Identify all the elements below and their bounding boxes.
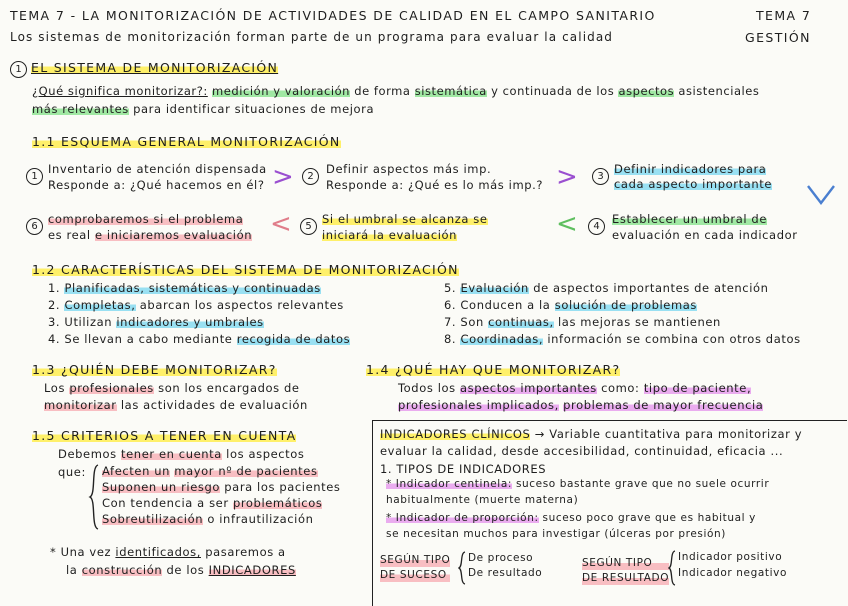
definition-line-1 [32,84,759,98]
section-1-3-heading [32,362,277,377]
highlight: Afecten un [102,464,171,478]
text: Variable cuantitativa para monitorizar y [549,427,803,441]
chevron-right-icon: > [556,162,578,192]
group-label: DE RESULTADO [582,572,670,584]
highlight: Suponen un riesgo [102,480,220,494]
que-label: que: [58,465,86,479]
text: Todos los [398,381,456,395]
section-1-title: EL SISTEMA DE MONITORIZACIÓN [31,60,279,75]
step-text: Establecer un umbral de [612,212,767,226]
highlight: problemáticos [232,496,323,510]
text: de los [166,563,205,577]
highlight: Planificadas, sistemáticas y continuadas [64,281,321,295]
highlight: continuas, [488,315,554,329]
text: * Una vez [50,545,112,559]
criterion-1 [102,464,318,478]
definition-line-2 [32,102,374,116]
feature-5 [444,281,769,295]
feature-7 [444,315,721,329]
text: las mejoras se mantienen [558,315,721,329]
text: asistenciales [678,84,760,98]
text: Los [44,381,66,395]
text: son los encargados de [158,381,300,395]
text: para los pacientes [224,480,341,494]
option: De resultado [468,567,543,579]
step-text: cada aspecto importante [614,177,772,191]
text: 8. [444,332,457,346]
text: 5. [444,281,457,295]
highlight: indicadores y umbrales [116,315,264,329]
subject-tag: GESTIÓN [745,30,811,45]
text: 6. Conducen a la [444,298,551,312]
highlight: tener en cuenta [121,447,222,461]
text: 7. Son [444,315,484,329]
group-label: SEGÚN TIPO [582,556,669,571]
highlight: profesionales [69,381,154,395]
brace-icon [458,551,466,585]
text: las actividades de evaluación [120,398,308,412]
indicator-types-heading: 1. TIPOS DE INDICADORES [380,462,547,476]
arrow-right-icon: → [534,427,545,441]
section-title: 1.3 ¿QUIÉN DEBE MONITORIZAR? [32,362,277,377]
text: de aspectos importantes de atención [533,281,769,295]
highlight: Completas, [64,298,136,312]
brace-icon [88,464,100,530]
section-1-5-heading [32,428,296,443]
brace-icon [668,550,676,586]
indicators-def-2: evaluar la calidad, desde accesibilidad, continuidad, eficacia ... [380,444,784,458]
criteria-intro [58,447,305,461]
step-text: es real [48,228,91,242]
text: 3. Utilizan [48,315,113,329]
text: de forma [354,84,411,98]
highlight: sistemática [414,84,487,98]
highlight: solución de problemas [554,298,697,312]
section-title: 1.2 CARACTERÍSTICAS DEL SISTEMA DE MONITORIZACIÓN [32,262,459,277]
highlight: * Indicador de proporción: [386,512,539,524]
highlight: Sobreutilización [102,512,204,526]
group-by-result [582,556,669,586]
chevron-left-icon: < [556,209,578,239]
option: Indicador positivo [678,551,783,563]
feature-1 [48,281,321,295]
event-options [468,551,542,581]
step-text: Inventario de atención dispensada [48,162,267,176]
chevron-down-icon [806,183,836,207]
step-number: 2 [302,168,319,185]
step-text: e iniciaremos evaluación [94,228,253,242]
highlight: Coordinadas, [460,332,544,346]
section-1-2-heading [32,262,459,277]
step-text: comprobaremos si el problema [48,212,244,226]
criterion-2 [102,480,341,494]
indicators-title-line [380,427,802,441]
highlight: aspectos [618,84,675,98]
feature-6 [444,298,697,312]
text: los aspectos [226,447,305,461]
section-title: 1.5 CRITERIOS A TENER EN CUENTA [32,428,297,443]
text: para identificar situaciones de mejora [133,102,375,116]
text: la [66,563,78,577]
section-1-1-heading [32,134,341,149]
group-label: DE SUCESO [380,568,450,583]
what-line-1 [398,381,751,395]
indicators-title: INDICADORES CLÍNICOS [380,427,531,441]
text: Debemos [58,447,117,461]
highlight: más relevantes [32,102,129,116]
text: suceso poco grave que es habitual y [542,512,756,524]
highlight: recogida de datos [236,332,351,346]
step-number: 1 [26,168,43,185]
page-subtitle: Los sistemas de monitorización forman parte de un programa para evaluar la calidad [10,30,614,44]
highlight: profesionales implicados, [398,398,559,412]
who-line-2 [44,398,308,412]
text: Con tendencia a ser [102,496,229,510]
highlight: mayor nº de pacientes [174,464,318,478]
highlight: tipo de paciente, [643,381,752,395]
result-options [678,549,787,581]
step-text: Si el umbral se alcanza se [322,212,488,226]
step-text: Definir aspectos más imp. [326,162,492,176]
step-number: 6 [26,218,43,235]
group-label: SEGÚN TIPO [380,554,451,566]
criterion-4 [102,512,313,526]
criterion-3 [102,496,322,510]
highlight: construcción [81,563,163,577]
highlight: monitorizar [44,398,117,412]
section-1-heading [10,60,278,78]
step-number: 3 [592,168,609,185]
option: Indicador negativo [678,567,787,579]
highlight: INDICADORES [208,563,296,577]
text: información se combina con otros datos [547,332,801,346]
number-badge: 1 [10,61,27,78]
note-line-1 [50,545,286,559]
proportion-example: se necesitan muchos para investigar (úlceras por presión) [386,528,726,540]
section-title: 1.1 ESQUEMA GENERAL MONITORIZACIÓN [32,134,341,149]
question: ¿Qué significa monitorizar?: [32,84,208,98]
text: 2. [48,298,61,312]
topic-tag: TEMA 7 [756,8,812,23]
text: suceso bastante grave que no suele ocurrir [515,478,770,490]
highlight: medición y valoración [212,84,350,98]
option: De proceso [468,552,534,564]
note-line-2 [66,563,296,577]
text: y continuada de los [491,84,615,98]
text: pasaremos a [205,545,286,559]
feature-2 [48,298,344,312]
sentinel-indicator [386,478,769,490]
who-line-1 [44,381,300,395]
chevron-left-icon: < [270,209,292,239]
highlight: problemas de mayor frecuencia [563,398,764,412]
text: identificados, [115,545,201,559]
what-line-2 [398,398,763,412]
feature-4 [48,332,350,346]
step-text: evaluación en cada indicador [612,228,798,242]
highlight: Evaluación [460,281,529,295]
step-number: 5 [300,218,317,235]
chevron-right-icon: > [272,162,294,192]
text: abarcan los aspectos relevantes [139,298,344,312]
highlight: aspectos importantes [459,381,597,395]
feature-8 [444,332,801,346]
step-text: Responde a: ¿Qué es lo más imp.? [326,178,544,192]
sentinel-example: habitualmente (muerte materna) [386,494,579,506]
page-title: TEMA 7 - LA MONITORIZACIÓN DE ACTIVIDADES DE CALIDAD EN EL CAMPO SANITARIO [10,8,656,23]
section-1-4-heading [366,362,620,377]
step-text: iniciará la evaluación [322,228,458,242]
step-number: 4 [588,218,605,235]
group-by-event [380,553,450,583]
text: como: [601,381,640,395]
highlight: * Indicador centinela: [386,478,512,490]
step-text: Responde a: ¿Qué hacemos en él? [48,178,265,192]
text: 4. Se llevan a cabo mediante [48,332,233,346]
text: o infrautilización [207,512,314,526]
step-text: Definir indicadores para [614,162,767,176]
text: 1. [48,281,61,295]
section-title: 1.4 ¿QUÉ HAY QUE MONITORIZAR? [366,362,621,377]
proportion-indicator [386,512,756,524]
feature-3 [48,315,264,329]
